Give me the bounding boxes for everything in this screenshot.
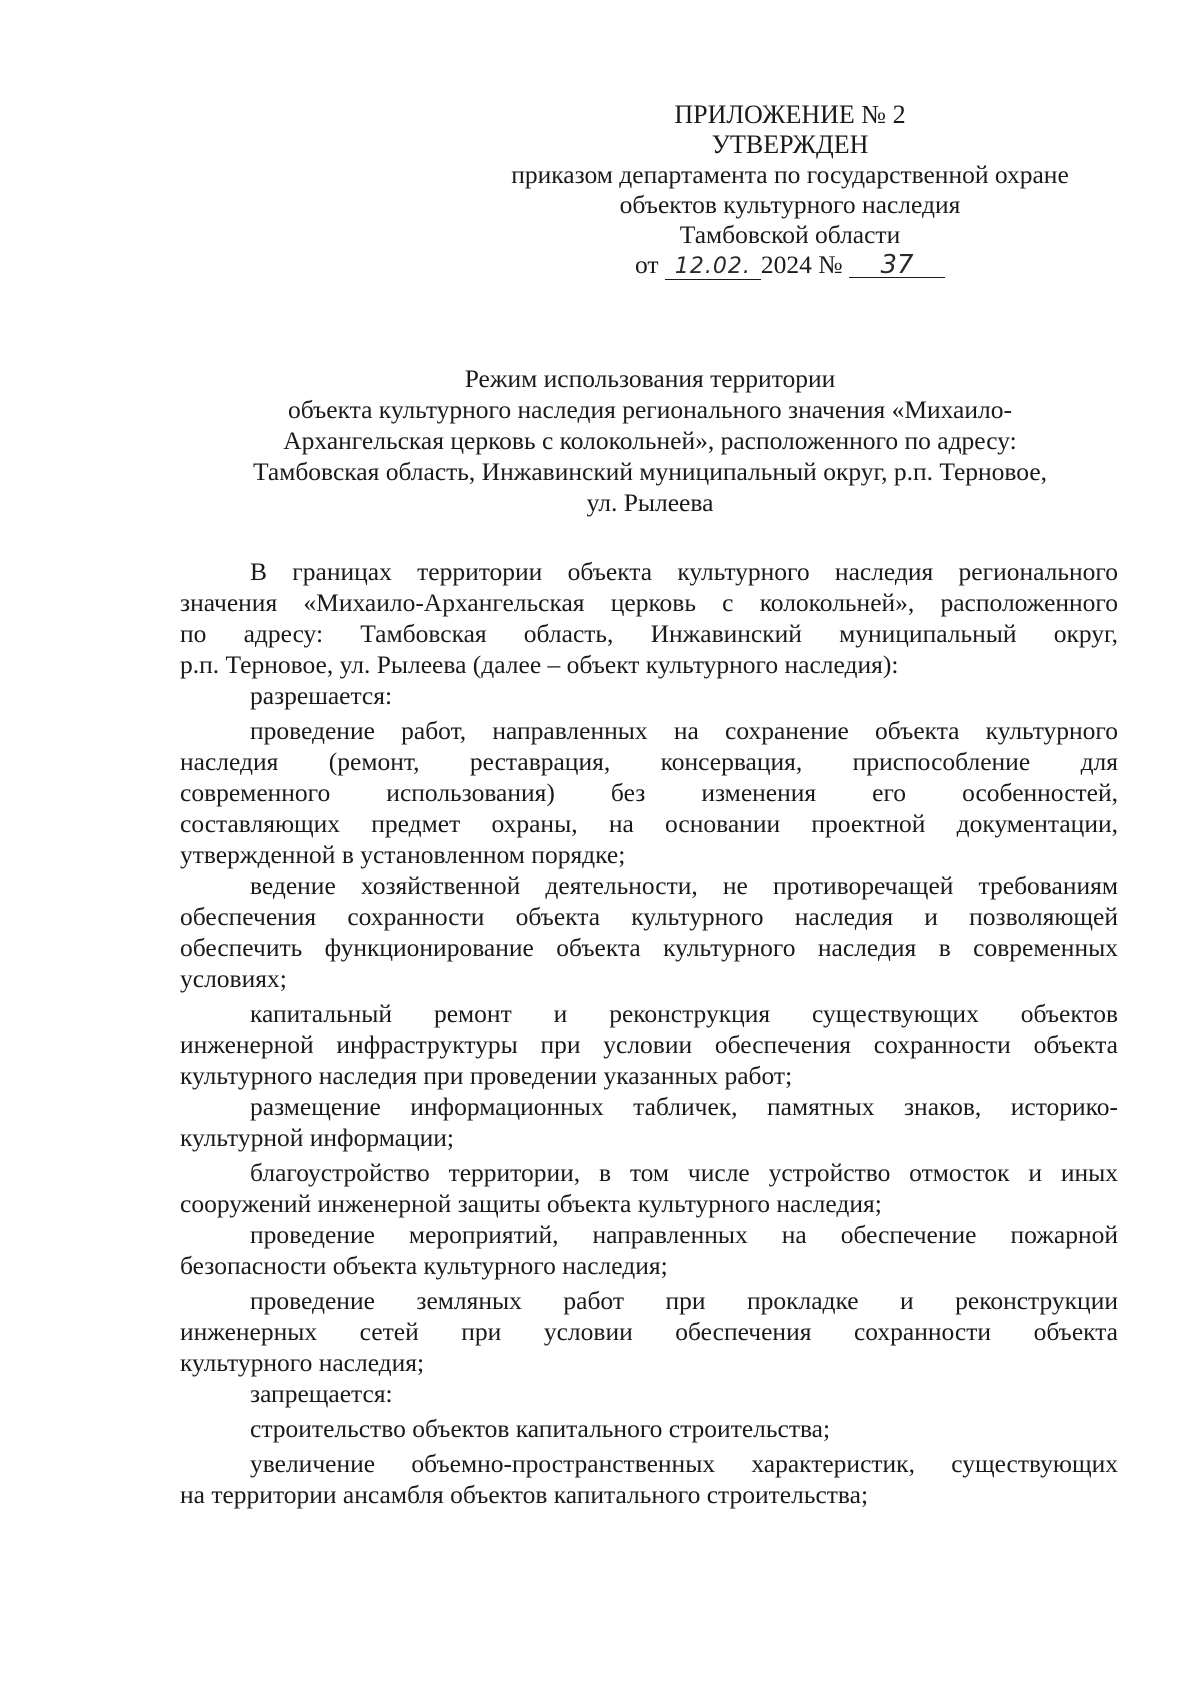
title-line: Режим использования территории: [464, 364, 836, 393]
allowed-heading: разрешается:: [250, 681, 393, 710]
title-line: Тамбовская область, Инжавинский муниципальный округ, р.п. Терновое,: [252, 457, 1048, 486]
body-line: культурного наследия;: [180, 1348, 425, 1377]
body-line: составляющих предмет охраны, на основании проектной документации,: [180, 809, 1118, 838]
body-line: на территории ансамбля объектов капитального строительства;: [180, 1480, 869, 1509]
body-line: условиях;: [180, 964, 287, 993]
date-prefix: от: [634, 250, 659, 279]
order-issuer-line: приказом департамента по государственной охране: [511, 160, 1069, 189]
document-title: [180, 363, 1120, 518]
year-and-number-label: 2024 №: [760, 250, 843, 279]
approval-block: [480, 100, 1100, 280]
body-line: увеличение объемно-пространственных характеристик, существующих: [250, 1449, 1118, 1478]
order-issuer-line: объектов культурного наследия: [619, 190, 961, 219]
body-line: значения «Михаило-Архангельская церковь с колокольней», расположенного: [180, 588, 1118, 617]
body-line: В границах территории объекта культурного наследия регионального: [250, 557, 1118, 586]
appendix-number: ПРИЛОЖЕНИЕ № 2: [674, 100, 906, 129]
body-line: безопасности объекта культурного наследия;: [180, 1251, 668, 1280]
body-line: проведение мероприятий, направленных на обеспечение пожарной: [250, 1220, 1118, 1249]
body-line: строительство объектов капитального строительства;: [250, 1414, 831, 1443]
document-body: [180, 556, 1118, 1510]
body-line: проведение земляных работ при прокладке и реконструкции: [250, 1286, 1118, 1315]
body-line: утвержденной в установленном порядке;: [180, 840, 626, 869]
body-line: проведение работ, направленных на сохранение объекта культурного: [250, 716, 1118, 745]
handwritten-order-number: 37: [849, 253, 945, 278]
body-line: обеспечения сохранности объекта культурного наследия и позволяющей: [180, 902, 1118, 931]
body-line: капитальный ремонт и реконструкция существующих объектов: [250, 999, 1118, 1028]
body-line: культурного наследия при проведении указанных работ;: [180, 1061, 793, 1090]
order-date-line: [480, 250, 1100, 280]
body-line: наследия (ремонт, реставрация, консервация, приспособление для: [180, 747, 1118, 776]
body-line: обеспечить функционирование объекта культурного наследия в современных: [180, 933, 1118, 962]
order-issuer-line: Тамбовской области: [679, 220, 901, 249]
body-line: инженерных сетей при условии обеспечения сохранности объекта: [180, 1317, 1118, 1346]
body-line: размещение информационных табличек, памятных знаков, историко-: [250, 1092, 1118, 1121]
body-line: современного использования) без изменения его особенностей,: [180, 778, 1118, 807]
forbidden-heading: запрещается:: [250, 1379, 393, 1408]
body-line: благоустройство территории, в том числе устройство отмосток и иных: [250, 1158, 1118, 1187]
body-line: сооружений инженерной защиты объекта культурного наследия;: [180, 1189, 882, 1218]
title-line: Архангельская церковь с колокольней», расположенного по адресу:: [283, 426, 1017, 455]
body-line: по адресу: Тамбовская область, Инжавинский муниципальный округ,: [180, 619, 1118, 648]
body-line: инженерной инфраструктуры при условии обеспечения сохранности объекта: [180, 1030, 1118, 1059]
body-line: ведение хозяйственной деятельности, не противоречащей требованиям: [250, 871, 1118, 900]
body-line: р.п. Терновое, ул. Рылеева (далее – объект культурного наследия):: [180, 650, 899, 679]
approved-stamp: УТВЕРЖДЕН: [711, 130, 869, 159]
title-line: объекта культурного наследия регионального значения «Михаило-: [288, 395, 1012, 424]
title-line: ул. Рылеева: [586, 488, 714, 517]
body-line: культурной информации;: [180, 1123, 455, 1152]
handwritten-date: 12.02.: [665, 255, 761, 280]
